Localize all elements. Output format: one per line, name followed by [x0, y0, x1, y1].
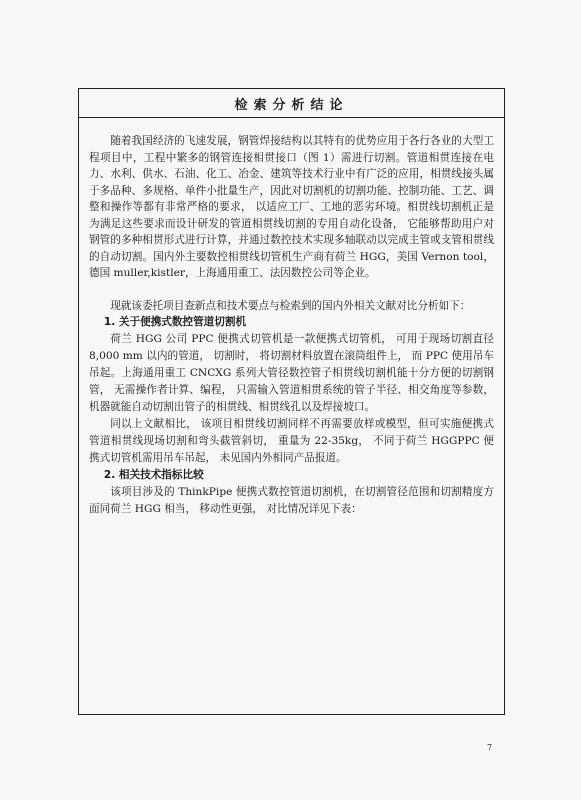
title-bar: [79, 89, 504, 118]
paragraph-indicator-comparison: 该项目涉及的 ThinkPipe 便携式数控管道切割机，在切割管径范围和切割精度方面同荷兰 HGG 相当， 移动性更强， 对比情况详见下表：: [89, 486, 494, 515]
page-title: 检索分析结论: [234, 97, 349, 113]
paragraph-comparison-intro: 现就该委托项目查新点和技术要点与检索到的国内外相关文献对比分析如下：: [110, 299, 471, 312]
paragraph-novelty: 同以上文献相比， 该项目相贯线切割同样不再需要放样或模型，但可实施便携式管道相贯线现场切割和弯头截管斜切， 重量为 22-35kg， 不同于荷兰 HGGPPC 便携式切管机需用吊车吊起， 未见国内外相同产品报道。: [89, 418, 494, 464]
section-heading-portable-cutter: 1. 关于便携式数控管道切割机: [103, 316, 247, 328]
section-heading-tech-indicators: 2. 相关技术指标比较: [103, 469, 204, 481]
paragraph-background: 随着我国经济的飞速发展，钢管焊接结构以其特有的优势应用于各行各业的大型工程项目中，工程中繁多的钢管连接相贯接口（图 1）需进行切割。管道相贯连接在电力、水利、供水、石油、化工、冶金、建筑等技术行业中有广泛的应用，相贯线接头属于多品种、多规格、单件小批量生产，因此对切割机的切割功能、控制功能、工艺、调整和操作等都有非常严格的要求， 以适应工厂、工地的恶劣环境。相贯线切割机正是为满足这些要求而设计研发的管道相贯线切割的专用自动化设备， 它能够帮助用户对钢管的多种相贯形式进行计算，并通过数控技术实现多轴联动以完成主管或支管相贯线的自动切割。国内外主要数控相贯线切管机生产商有荷兰 HGG，美国 Vernon tool，德国 muller,kistler，上海通用重工、法因数控公司等企业。: [89, 135, 494, 279]
page-number: 7: [487, 743, 493, 752]
body-content: [89, 133, 494, 518]
conclusion-frame: [78, 88, 505, 715]
paragraph-literature: 荷兰 HGG 公司 PPC 便携式切管机是一款便携式切管机， 可用于现场切割直径 8,000 mm 以内的管道， 切割时， 将切割材料放置在滚筒组件上， 而 PPC 使用吊车吊起。上海通用重工 CNCXG 系列大管径数控管子相贯线切割机能十分方便的切割钢管， 无需操作者计算、编程， 只需输入管道相贯系统的管子半径、相交角度等参数， 机器就能自动切割出管子的相贯线、相贯线孔以及焊接坡口。: [89, 333, 494, 413]
